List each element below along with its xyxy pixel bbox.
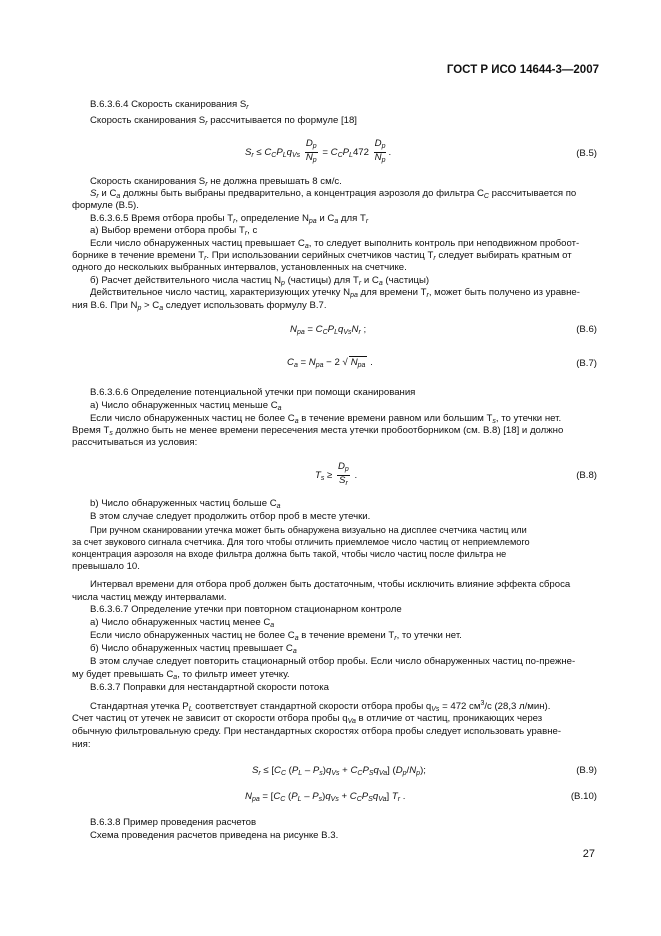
paragraph: Схема проведения расчетов приведена на рисунке В.3. xyxy=(90,830,339,841)
section-B6366: В.6.3.6.6 Определение потенциальной утечки при помощи сканирования xyxy=(90,387,416,398)
formula-B7: $C_a = N_{pa} - 2$ √ $N_{pa}$ . xyxy=(287,357,373,369)
paragraph: б) Расчет действительного числа частиц $N_p$ (частицы) для $T_r$ и $C_a$ (частицы) xyxy=(90,275,430,287)
formula-B5: $S_r \le C_CP_Lq_{Vs}$ $\frac{D_p}{N_p}$ = $C_CP_L472$ $\frac{D_p}{N_p}$ . xyxy=(245,138,392,164)
formula-B8: $T_s$ ≥ $\frac{D_p}{S_r}$ . xyxy=(315,461,358,487)
paragraph: а) Число обнаруженных частиц менее $C_a$ xyxy=(90,617,275,629)
section-B6365: В.6.3.6.5 Время отбора пробы $T_r$, определение $N_{pa}$ и $C_a$ для $T_r$ xyxy=(90,213,369,225)
paragraph: Стандартная утечка $P_L$ соответствует стандартной скорости отбора пробы $q_{Vs} = 472$ $см^3/c$ (28,3 л/мин). xyxy=(90,700,551,713)
formula-number: (В.5) xyxy=(576,148,597,159)
paragraph: Счет частиц от утечек не зависит от скорости отбора пробы $q_{Va}$ в отличие от частиц, проникающих через xyxy=(72,713,543,725)
paragraph: а) Число обнаруженных частиц меньше $C_a$ xyxy=(90,400,282,412)
paragraph: обычную фильтровальную среду. При нестандартных скоростях отбора пробы следует использовать уравне- xyxy=(72,726,562,737)
paragraph: за счет звукового сигнала счетчика. Для того чтобы отличить приемлемое число частиц от неприемлемого xyxy=(72,537,530,547)
section-B638: В.6.3.8 Пример проведения расчетов xyxy=(90,817,257,828)
standard-header: ГОСТ Р ИСО 14644-3—2007 xyxy=(446,64,599,76)
paragraph: Если число обнаруженных частиц не более $C_a$ в течение времени равном или большим $T_s$, то утечки нет. xyxy=(90,413,562,425)
formula-number: (В.6) xyxy=(576,324,597,335)
page-number: 27 xyxy=(582,848,595,860)
paragraph: $S_r$ и $C_a$ должны быть выбраны предварительно, а концентрация аэрозоля до фильтра $C_C$ рассчитывается по xyxy=(90,188,577,200)
formula-B6: $N_{pa} = C_CP_Lq_{Vs}N_r$ ; xyxy=(290,324,367,336)
paragraph: ния В.6. При $N_p > C_a$ следует использовать формулу В.7. xyxy=(72,300,327,312)
paragraph: борнике в течение времени $T_r$. При использовании серийных счетчиков частиц $T_r$ следует выбирать кратным от xyxy=(72,250,572,262)
paragraph: ния: xyxy=(72,739,91,750)
paragraph: превышало 10. xyxy=(72,561,140,572)
paragraph: Скорость сканирования $S_r$ не должна превышать 8 см/с. xyxy=(90,176,342,188)
section-B637: В.6.3.7 Поправки для нестандартной скорости потока xyxy=(90,682,330,693)
formula-number: (В.7) xyxy=(576,358,597,369)
paragraph: одного до нескольких выбранных интервалов, установленных на счетчике. xyxy=(72,262,407,273)
paragraph: формуле (В.5). xyxy=(72,200,139,211)
paragraph: Интервал времени для отбора проб должен быть достаточным, чтобы исключить влияние эффекта сброса xyxy=(90,579,571,590)
paragraph: му будет превышать $C_a$, то фильтр имеет утечку. xyxy=(72,669,290,681)
paragraph: а) Выбор времени отбора пробы $T_r$, с xyxy=(90,225,258,237)
paragraph: В этом случае следует повторить стационарный отбор пробы. Если число обнаруженных частиц по-прежне- xyxy=(90,656,576,667)
formula-number: (В.10) xyxy=(570,791,597,802)
paragraph: концентрация аэрозоля на входе фильтра должна быть такой, чтобы число частиц после фильтра не xyxy=(72,549,507,559)
paragraph: Действительное число частиц, характеризующих утечку $N_{pa}$ для времени $T_r$, может быть получено из уравне- xyxy=(90,287,580,299)
paragraph: б) Число обнаруженных частиц превышает $C_a$ xyxy=(90,643,297,655)
section-B6367: В.6.3.6.7 Определение утечки при повторном стационарном контроле xyxy=(90,604,402,615)
paragraph: рассчитываться из условия: xyxy=(72,437,198,448)
paragraph: b) Число обнаруженных частиц больше $C_a$ xyxy=(90,498,281,510)
paragraph: Если число обнаруженных частиц не более $C_a$ в течение времени $T_r$, то утечки нет. xyxy=(90,630,462,642)
section-B6364: В.6.3.6.4 Скорость сканирования $S_r$ xyxy=(90,99,249,111)
formula-number: (В.9) xyxy=(576,765,597,776)
paragraph: Скорость сканирования $S_r$ рассчитывается по формуле [18] xyxy=(90,115,357,127)
paragraph: числа частиц между интервалами. xyxy=(72,592,227,603)
paragraph: В этом случае следует продолжить отбор проб в месте утечки. xyxy=(90,511,371,522)
formula-B9: $S_r \le [C_C$ $(P_L - P_s)q_{Vs} + C_CP_Sq_{Va}$] $(D_p/N_p)$; xyxy=(252,765,426,777)
formula-B10: $N_{pa} = [C_C$ $(P_L - P_s)q_{Vs} + C_CP_Sq_{Va}$] $T_r$ . xyxy=(245,791,406,803)
paragraph: При ручном сканировании утечка может быть обнаружена визуально на дисплее счетчика частиц или xyxy=(90,525,527,535)
formula-number: (В.8) xyxy=(576,470,597,481)
paragraph: Если число обнаруженных частиц превышает $C_a$, то следует выполнить контроль при неподвижном пробоот- xyxy=(90,238,580,250)
paragraph: Время $T_s$ должно быть не менее времени пересечения места утечки пробоотборником (см. В.8) [18] и должно xyxy=(72,425,564,437)
